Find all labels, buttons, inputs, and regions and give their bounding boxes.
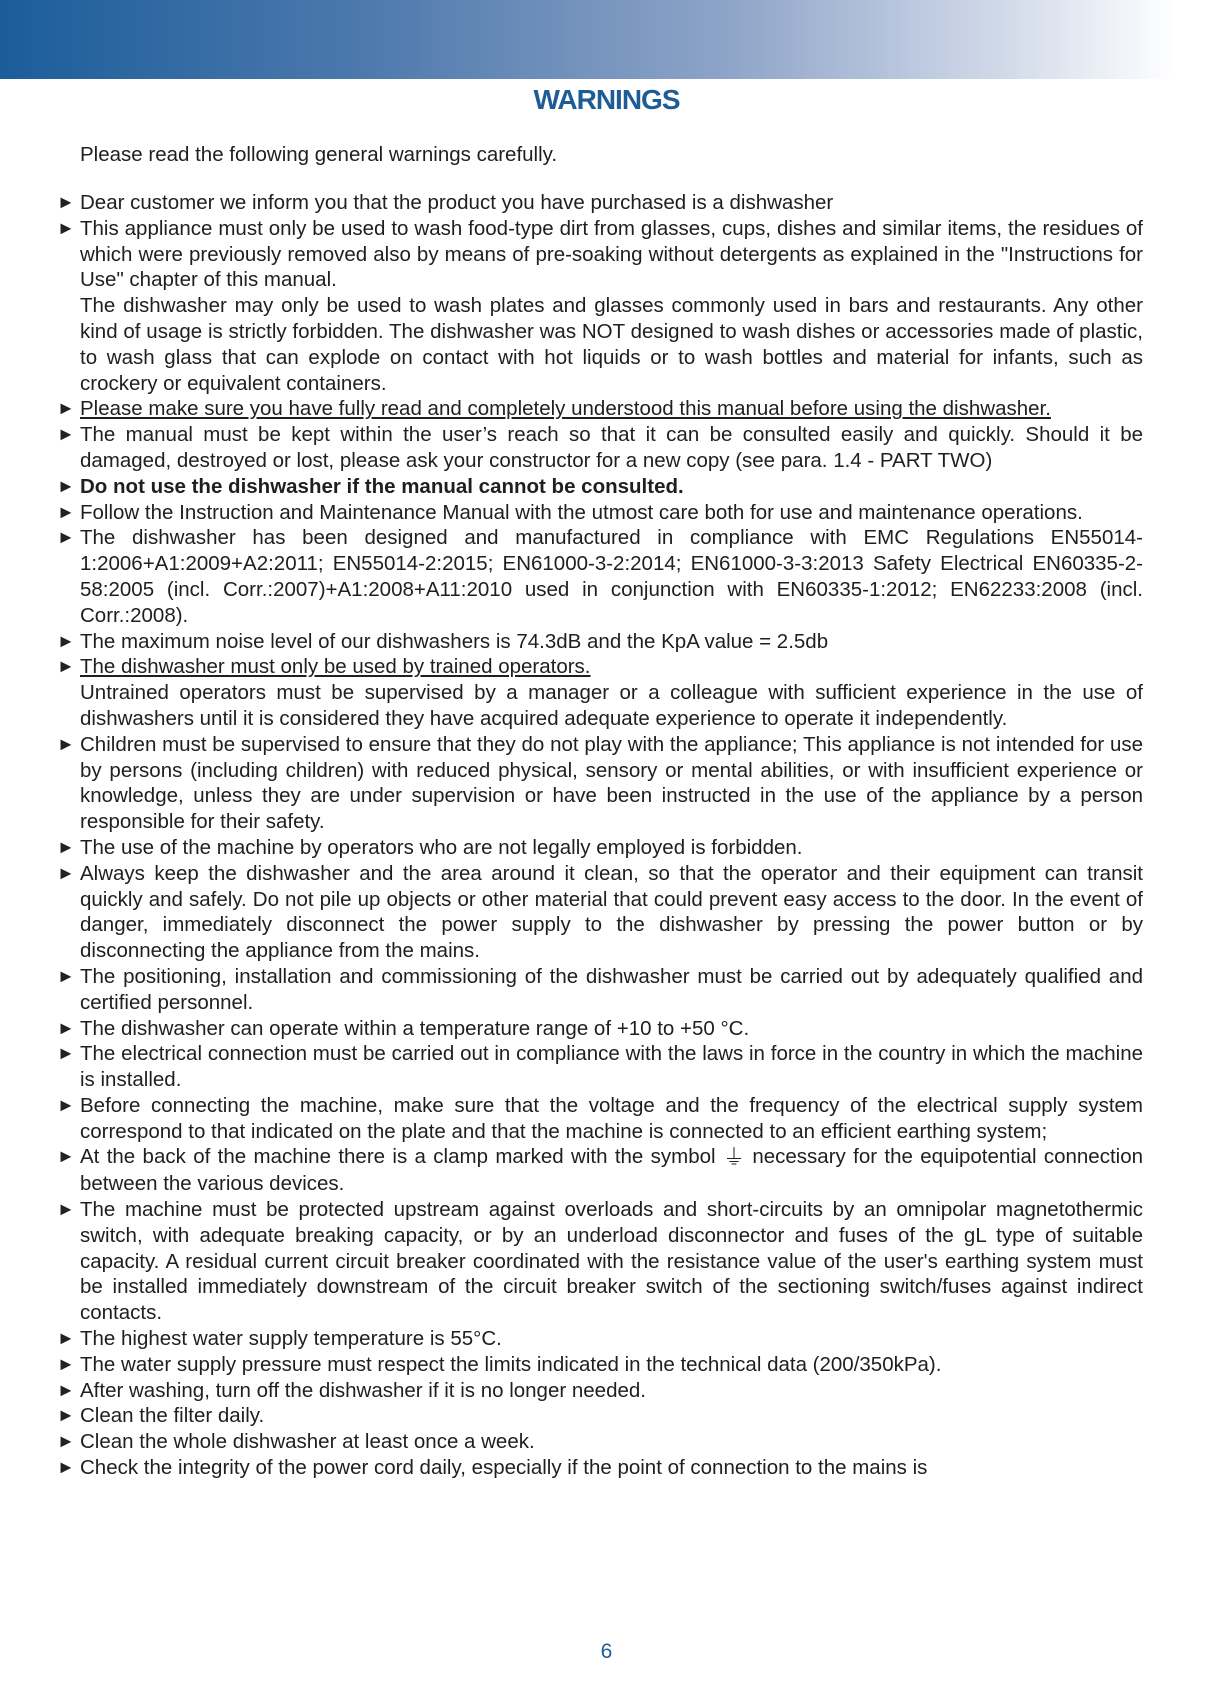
list-item: ► Clean the whole dishwasher at least once a week.: [57, 1430, 535, 1454]
list-item: ► Please make sure you have fully read and completely understood this manual before using the dishwasher.: [57, 397, 1051, 421]
list-item: ► The maximum noise level of our dishwashers is 74.3dB and the KpA value = 2.5db: [57, 629, 829, 653]
arrow-bullet-icon: ►: [57, 630, 75, 651]
arrow-bullet-icon: ►: [57, 398, 75, 419]
arrow-bullet-icon: ►: [57, 965, 75, 986]
arrow-bullet-icon: ►: [57, 1431, 75, 1452]
arrow-bullet-icon: ►: [57, 1405, 75, 1426]
arrow-bullet-icon: ►: [57, 1379, 75, 1400]
arrow-bullet-icon: ►: [57, 1043, 75, 1064]
list-item: ► At the back of the machine there is a clamp marked with the symbol ⏚ necessary for the equipotential connection between the various devices.: [57, 1145, 1144, 1196]
list-item: ► The use of the machine by operators who are not legally employed is forbidden.: [57, 835, 803, 859]
list-item: ► Dear customer we inform you that the product you have purchased is a dishwasher: [57, 191, 834, 214]
list-item: ► Follow the Instruction and Maintenance Manual with the utmost care both for use and maintenance operations.: [57, 500, 1083, 524]
arrow-bullet-icon: ►: [57, 527, 75, 548]
list-item-continuation: Untrained operators must be supervised by a manager or a colleague with sufficient experience in the use of dishwashers until it is considered they have acquired adequate experience to operate it independently.: [80, 681, 1143, 730]
arrow-bullet-icon: ►: [57, 862, 75, 883]
list-item: ► The highest water supply temperature is 55°C.: [57, 1327, 502, 1351]
list-item: ► The electrical connection must be carried out in compliance with the laws in force in the country in which the machine is installed.: [57, 1042, 1143, 1092]
list-item-continuation: The dishwasher may only be used to wash plates and glasses commonly used in bars and restaurants. Any other kind of usage is strictly forbidden. The dishwasher was NOT designed to wash dishes or accessories made of plastic, to wash glass that can explode on contact with hot liquids or to wash bottles and material for infants, such as crockery or equivalent containers.: [80, 294, 1143, 395]
arrow-bullet-icon: ►: [57, 475, 75, 496]
list-item: ► This appliance must only be used to wash food-type dirt from glasses, cups, dishes and similar items, the residues of which were previously removed also by means of pre-soaking without detergents as explained in the "Instructions for Use" chapter of this manual.: [57, 216, 1143, 292]
arrow-bullet-icon: ►: [57, 1199, 75, 1220]
list-item: ► Clean the filter daily.: [57, 1404, 265, 1428]
arrow-bullet-icon: ►: [57, 1146, 75, 1167]
list-item: ► The dishwasher must only be used by trained operators.: [57, 655, 591, 679]
list-item: ► The water supply pressure must respect the limits indicated in the technical data (200/350kPa).: [57, 1352, 942, 1376]
warnings-list: [0, 190, 1213, 1481]
arrow-bullet-icon: ►: [57, 1328, 75, 1349]
arrow-bullet-icon: ►: [57, 1094, 75, 1115]
list-item: ► The dishwasher can operate within a temperature range of +10 to +50 °C.: [57, 1016, 750, 1040]
arrow-bullet-icon: ►: [57, 501, 75, 522]
arrow-bullet-icon: ►: [57, 733, 75, 754]
intro-text: Please read the following general warnings carefully.: [80, 143, 558, 166]
list-item: ► The machine must be protected upstream against overloads and short-circuits by an omnipolar magnetothermic switch, with adequate breaking capacity, or by an underload disconnector and fuses of the gL type of suitable capacity. A residual current circuit breaker coordinated with the resistance value of the user's earthing system must be installed immediately downstream of the circuit breaker switch of the sectioning switch/fuses against indirect contacts.: [57, 1198, 1143, 1325]
list-item: ► Children must be supervised to ensure that they do not play with the appliance; This appliance is not intended for use by persons (including children) with reduced physical, sensory or mental abilities, or with insufficient experience or knowledge, unless they are under supervision or have been instructed in the use of the appliance by a person responsible for their safety.: [57, 732, 1143, 834]
list-item: ► Check the integrity of the power cord daily, especially if the point of connection to the mains is: [57, 1456, 928, 1480]
arrow-bullet-icon: ►: [57, 192, 75, 212]
header-band: [0, 0, 1213, 79]
list-item: ► Do not use the dishwasher if the manual cannot be consulted.: [57, 474, 684, 498]
arrow-bullet-icon: ►: [57, 424, 75, 445]
list-item: ► The positioning, installation and commissioning of the dishwasher must be carried out by adequately qualified and certified personnel.: [57, 964, 1143, 1014]
arrow-bullet-icon: ►: [57, 1017, 75, 1038]
list-item: ► Before connecting the machine, make sure that the voltage and the frequency of the electrical supply system correspond to that indicated on the plate and that the machine is connected to an efficient earthing system;: [57, 1093, 1143, 1143]
list-item: ► The manual must be kept within the user’s reach so that it can be consulted easily and quickly. Should it be damaged, destroyed or lost, please ask your constructor for a new copy (see para. 1.4 - PART TWO): [57, 423, 1143, 472]
list-item: ► The dishwasher has been designed and manufactured in compliance with EMC Regulations EN55014-1:2006+A1:2009+A2:2011; EN55014-2:2015; EN61000-3-2:2014; EN61000-3-3:2013 Safety Electrical EN60335-2-58:2005 (incl. Corr.:2007)+A1:2008+A11:2010 used in conjunction with EN60335-1:2012; EN62233:2008 (incl. Corr.:2008).: [57, 526, 1143, 627]
arrow-bullet-icon: ►: [57, 1457, 75, 1478]
list-item: ► After washing, turn off the dishwasher if it is no longer needed.: [57, 1378, 646, 1402]
arrow-bullet-icon: ►: [57, 217, 75, 238]
arrow-bullet-icon: ►: [57, 1353, 75, 1374]
equipotential-symbol-icon: ⏚: [722, 1145, 745, 1171]
list-item: ► Always keep the dishwasher and the area around it clean, so that the operator and their equipment can transit quickly and safely. Do not pile up objects or other material that could prevent easy access to the door. In the event of danger, immediately disconnect the power supply to the dishwasher by pressing the power button or by disconnecting the appliance from the mains.: [57, 861, 1143, 963]
page-title: WARNINGS: [533, 84, 680, 115]
arrow-bullet-icon: ►: [57, 836, 75, 857]
arrow-bullet-icon: ►: [57, 656, 75, 677]
page-number: 6: [600, 1640, 613, 1663]
